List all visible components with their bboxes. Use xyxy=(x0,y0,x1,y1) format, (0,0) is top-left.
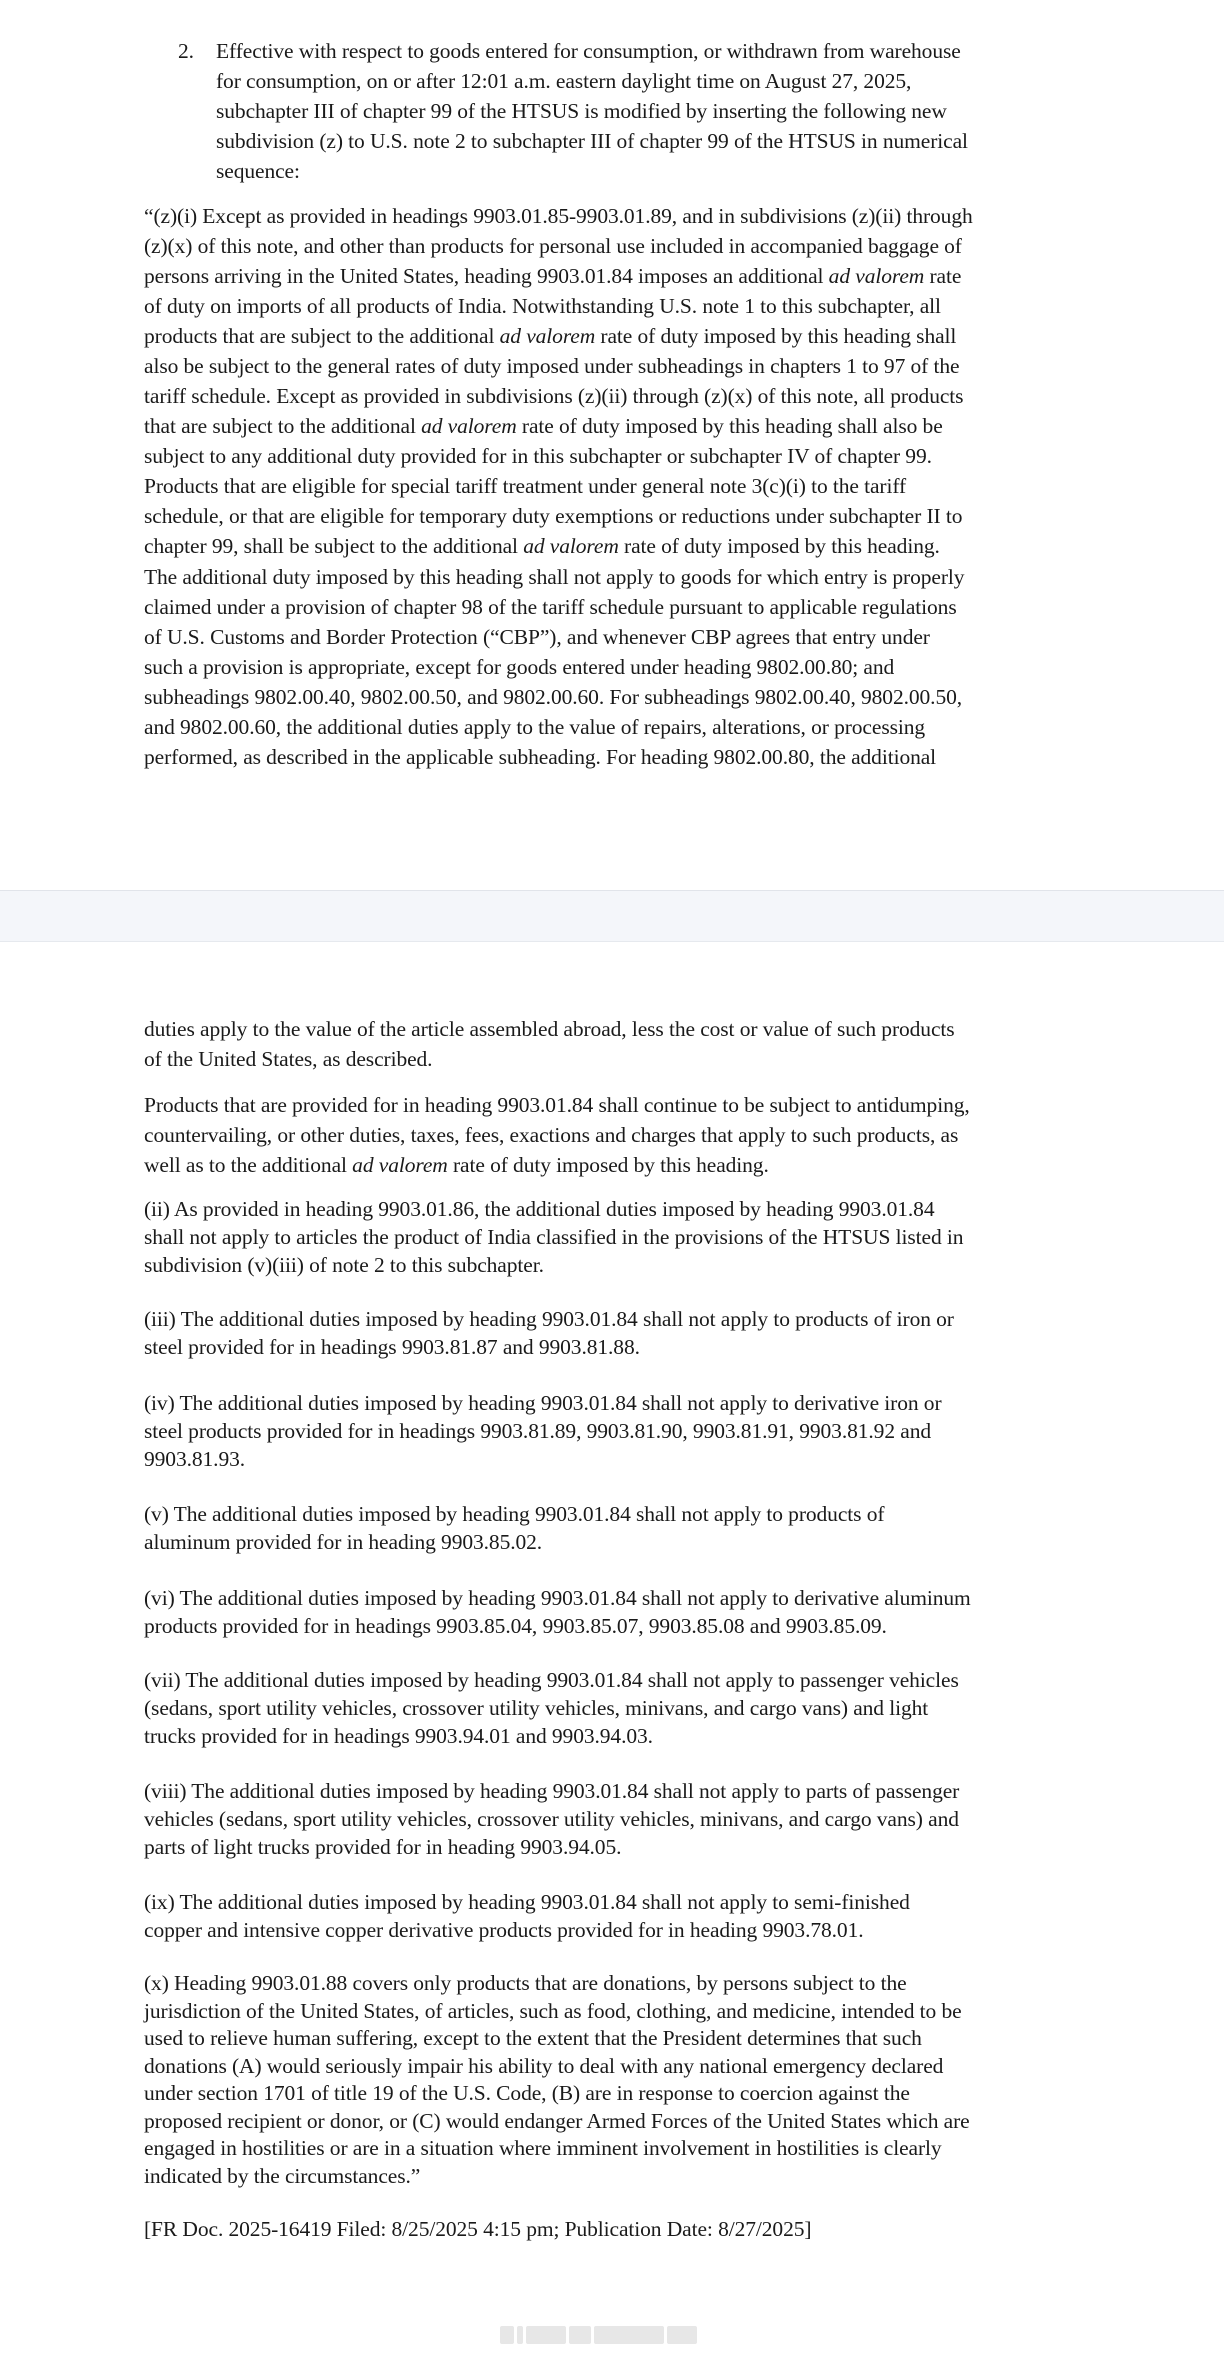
text-line: trucks provided for in headings 9903.94.01 and 9903.94.03. xyxy=(144,1724,653,1748)
text-line: shall not apply to articles the product of India classified in the provisions of the HTSUS listed in xyxy=(144,1225,964,1249)
text-line: (z)(x) of this note, and other than products for personal use included in accompanied baggage of xyxy=(144,234,962,258)
text-line: jurisdiction of the United States, of articles, such as food, clothing, and medicine, intended to be xyxy=(144,1998,962,2023)
text-line: subdivision (z) to U.S. note 2 to subchapter III of chapter 99 of the HTSUS in numerical xyxy=(216,129,968,153)
text-line: claimed under a provision of chapter 98 of the tariff schedule pursuant to applicable regulations xyxy=(144,595,957,619)
text-line: duties apply to the value of the article assembled abroad, less the cost or value of such products xyxy=(144,1017,955,1041)
text-line: copper and intensive copper derivative products provided for in heading 9903.78.01. xyxy=(144,1918,864,1942)
text-line: such a provision is appropriate, except for goods entered under heading 9802.00.80; and xyxy=(144,655,895,679)
text-line: (ix) The additional duties imposed by heading 9903.01.84 shall not apply to semi-finished xyxy=(144,1890,910,1914)
fr-doc-citation xyxy=(144,2214,1084,2244)
text-line: steel products provided for in headings 9903.81.89, 9903.81.90, 9903.81.91, 9903.81.92 and xyxy=(144,1419,932,1443)
text-line: (vii) The additional duties imposed by heading 9903.01.84 shall not apply to passenger vehicles xyxy=(144,1668,959,1692)
text-line: and 9802.00.60, the additional duties apply to the value of repairs, alterations, or processing xyxy=(144,715,926,739)
subdivision-vii xyxy=(144,1666,1084,1750)
text-line: subchapter III of chapter 99 of the HTSUS is modified by inserting the following new xyxy=(216,99,947,123)
text-line: (iii) The additional duties imposed by heading 9903.01.84 shall not apply to products of iron or xyxy=(144,1307,954,1331)
text-line: persons arriving in the United States, heading 9903.01.84 imposes an additional ad valorem rate xyxy=(144,264,962,288)
ad-valorem-term: ad valorem xyxy=(421,414,517,438)
text-line: Products that are eligible for special tariff treatment under general note 3(c)(i) to the tariff xyxy=(144,474,907,498)
text-line: (x) Heading 9903.01.88 covers only products that are donations, by persons subject to the xyxy=(144,1971,907,1995)
text-line: products that are subject to the additional ad valorem rate of duty imposed by this heading shall xyxy=(144,324,957,348)
text-line: Effective with respect to goods entered for consumption, or withdrawn from warehouse xyxy=(216,39,961,63)
ad-valorem-term: ad valorem xyxy=(523,534,619,558)
paragraph-z-i xyxy=(144,201,1084,561)
text-line: schedule, or that are eligible for temporary duty exemptions or reductions under subchapter II to xyxy=(144,504,963,528)
text-line: used to relieve human suffering, except to the extent that the President determines that such xyxy=(144,2026,922,2050)
text-line: The additional duty imposed by this heading shall not apply to goods for which entry is properly xyxy=(144,565,965,589)
text-line: Products that are provided for in heading 9903.01.84 shall continue to be subject to antidumping, xyxy=(144,1093,970,1117)
text-line: subheadings 9802.00.40, 9802.00.50, and 9802.00.60. For subheadings 9802.00.40, 9802.00.50, xyxy=(144,685,963,709)
text-line: (v) The additional duties imposed by heading 9903.01.84 shall not apply to products of xyxy=(144,1502,885,1526)
ad-valorem-term: ad valorem xyxy=(499,324,596,348)
document-page-2 xyxy=(0,942,1224,2356)
paragraph-products xyxy=(144,1090,1084,1180)
subdivision-iv xyxy=(144,1389,1084,1473)
text-line: proposed recipient or donor, or (C) would endanger Armed Forces of the United States which are xyxy=(144,2108,970,2133)
text-line: (vi) The additional duties imposed by heading 9903.01.84 shall not apply to derivative aluminum xyxy=(144,1586,971,1610)
text-line: steel provided for in headings 9903.81.87 and 9903.81.88. xyxy=(144,1335,640,1359)
text-line: of duty on imports of all products of India. Notwithstanding U.S. note 1 to this subchapter, all xyxy=(144,294,941,318)
text-line: indicated by the circumstances.” xyxy=(144,2163,421,2188)
text-line: vehicles (sedans, sport utility vehicles, crossover utility vehicles, minivans, and cargo vans) and xyxy=(144,1807,959,1831)
text-line: [FR Doc. 2025-16419 Filed: 8/25/2025 4:15 pm; Publication Date: 8/27/2025] xyxy=(144,2217,812,2241)
text-line: “(z)(i) Except as provided in headings 9903.01.85-9903.01.89, and in subdivisions (z)(ii) through xyxy=(144,204,973,228)
subdivision-viii xyxy=(144,1777,1084,1861)
subdivision-x xyxy=(144,1970,1084,2190)
text-line: (iv) The additional duties imposed by heading 9903.01.84 shall not apply to derivative iron or xyxy=(144,1391,942,1415)
text-line: (ii) As provided in heading 9903.01.86, the additional duties imposed by heading 9903.01.84 xyxy=(144,1197,935,1221)
paragraph-continued xyxy=(144,1014,1084,1074)
text-line: aluminum provided for in heading 9903.85.02. xyxy=(144,1530,543,1554)
text-line: tariff schedule. Except as provided in subdivisions (z)(ii) through (z)(x) of this note, all products xyxy=(144,384,964,408)
numbered-item-2 xyxy=(178,36,1078,186)
text-line: sequence: xyxy=(216,159,300,183)
text-line: (viii) The additional duties imposed by heading 9903.01.84 shall not apply to parts of passenger xyxy=(144,1779,960,1803)
page-separator xyxy=(0,890,1224,942)
ad-valorem-term: ad valorem xyxy=(352,1153,448,1177)
item-2-text xyxy=(216,36,968,186)
item-number: 2. xyxy=(178,39,194,63)
text-line: under section 1701 of title 19 of the U.S. Code, (B) are in response to coercion against the xyxy=(144,2081,910,2105)
text-line: (sedans, sport utility vehicles, crossover utility vehicles, minivans, and cargo vans) and light xyxy=(144,1696,929,1720)
text-line: of U.S. Customs and Border Protection (“CBP”), and whenever CBP agrees that entry under xyxy=(144,625,930,649)
text-line: 9903.81.93. xyxy=(144,1447,246,1471)
text-line: chapter 99, shall be subject to the additional ad valorem rate of duty imposed by this heading. xyxy=(144,534,940,558)
text-line: donations (A) would seriously impair his ability to deal with any national emergency declared xyxy=(144,2053,944,2078)
text-line: countervailing, or other duties, taxes, fees, exactions and charges that apply to such products, as xyxy=(144,1123,959,1147)
text-line: engaged in hostilities or are in a situation where imminent involvement in hostilities is clearly xyxy=(144,2136,942,2160)
text-line: subdivision (v)(iii) of note 2 to this subchapter. xyxy=(144,1253,544,1277)
subdivision-ix xyxy=(144,1888,1084,1944)
text-line: that are subject to the additional ad valorem rate of duty imposed by this heading shall also be xyxy=(144,414,943,438)
ad-valorem-term: ad valorem xyxy=(828,264,925,288)
text-line: parts of light trucks provided for in heading 9903.94.05. xyxy=(144,1835,622,1859)
text-line: of the United States, as described. xyxy=(144,1047,433,1071)
paragraph-additional-duty xyxy=(144,562,1084,772)
document-page-1 xyxy=(0,0,1224,890)
text-line: well as to the additional ad valorem rate of duty imposed by this heading. xyxy=(144,1153,769,1177)
page-indicator-blur xyxy=(500,2326,730,2344)
text-line: for consumption, on or after 12:01 a.m. eastern daylight time on August 27, 2025, xyxy=(216,69,912,93)
subdivision-v xyxy=(144,1500,1084,1556)
subdivision-ii xyxy=(144,1195,1084,1279)
text-line: performed, as described in the applicable subheading. For heading 9802.00.80, the additional xyxy=(144,745,937,769)
text-line: products provided for in headings 9903.85.04, 9903.85.07, 9903.85.08 and 9903.85.09. xyxy=(144,1614,887,1638)
subdivision-iii xyxy=(144,1305,1084,1361)
text-line: also be subject to the general rates of duty imposed under subheadings in chapters 1 to 97 of the xyxy=(144,354,960,378)
subdivision-vi xyxy=(144,1584,1084,1640)
text-line: subject to any additional duty provided for in this subchapter or subchapter IV of chapter 99. xyxy=(144,444,932,468)
